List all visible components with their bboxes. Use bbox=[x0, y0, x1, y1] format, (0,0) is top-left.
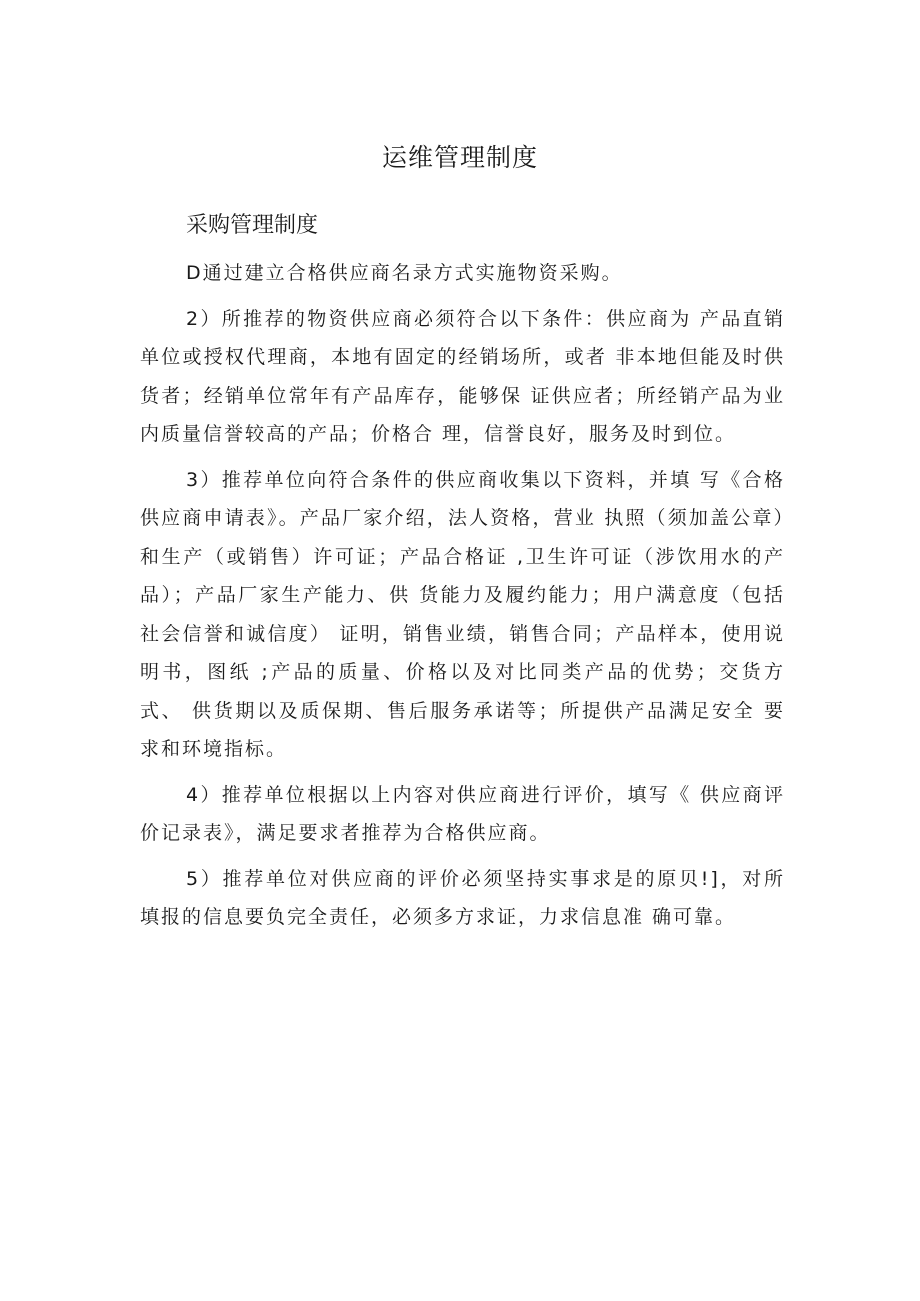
section-title: 采购管理制度 bbox=[186, 213, 319, 238]
paragraph-5: 5）推荐单位对供应商的评价必须坚持实事求是的原贝!]，对所填报的信息要负完全责任，必须多方求证，力求信息准 确可靠。 bbox=[140, 867, 785, 928]
paragraph-1: D通过建立合格供应商名录方式实施物资采购。 bbox=[186, 262, 623, 284]
document-body bbox=[140, 254, 785, 944]
paragraph-3: 3）推荐单位向符合条件的供应商收集以下资料，并填 写《合格供应商申请表》。产品厂家介绍，法人资格，营业 执照（须加盖公章）和生产（或销售）许可证；产品合格证 ,卫生许可证（涉饮用水的产品）；产品厂家生产能力、供 货能力及履约能力；用户满意度（包括社会信誉和诚信度） 证明，销售业绩，销售合同；产品样本，使用说明书，图纸 ;产品的质量、价格以及对比同类产品的优势；交货方式、 供货期以及质保期、售后服务承诺等；所提供产品满足安全 要求和环境指标。 bbox=[140, 468, 785, 760]
document-title: 运维管理制度 bbox=[381, 143, 538, 172]
paragraph-4: 4）推荐单位根据以上内容对供应商进行评价，填写《 供应商评价记录表》，满足要求者推荐为合格供应商。 bbox=[140, 783, 785, 844]
paragraph-2: 2）所推荐的物资供应商必须符合以下条件：供应商为 产品直销单位或授权代理商，本地有固定的经销场所，或者 非本地但能及时供货者；经销单位常年有产品库存，能够保 证供应者；所经销产品为业内质量信誉较高的产品；价格合 理，信誉良好，服务及时到位。 bbox=[140, 307, 785, 445]
